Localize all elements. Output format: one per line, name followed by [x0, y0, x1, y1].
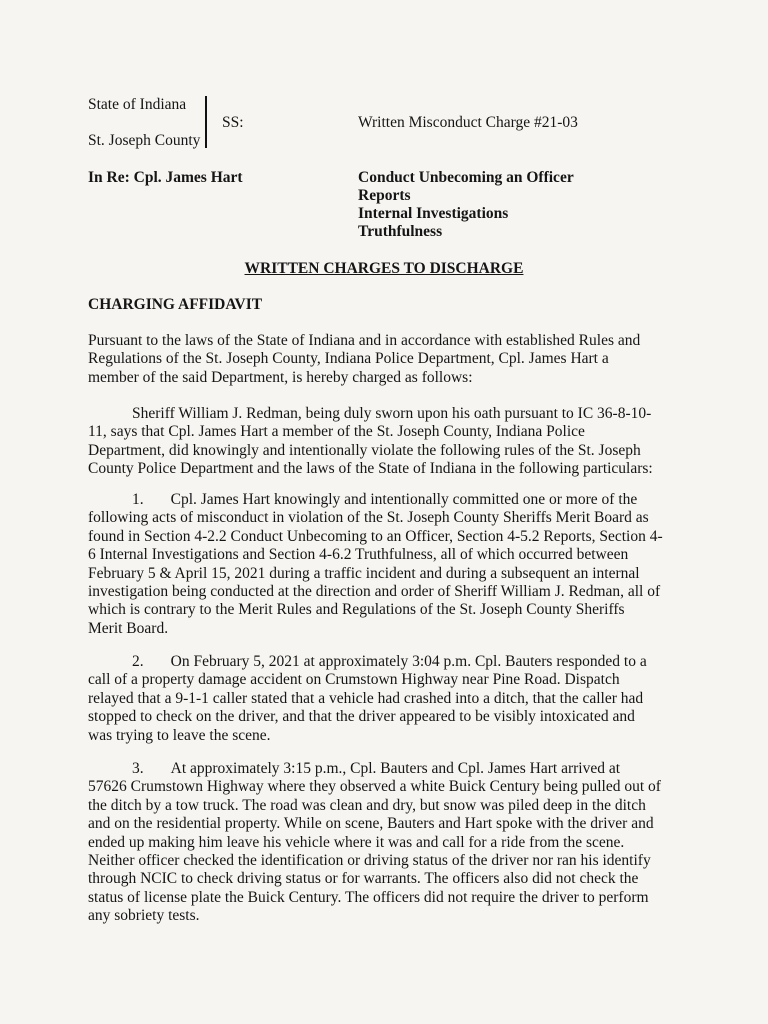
paragraph-line: 57626 Crumstown Highway where they observed a white Buick Century being pulled out of [88, 778, 661, 796]
paragraph-line: the ditch by a tow truck. The road was clean and dry, but snow was piled deep in the ditch [88, 796, 646, 814]
paragraph-line: Merit Board. [88, 619, 169, 637]
paragraph-line: and on the residential property. While on scene, Bauters and Hart spoke with the driver and [88, 815, 654, 833]
paragraph-line: Sheriff William J. Redman, being duly sworn upon his oath pursuant to IC 36-8-10- [132, 405, 652, 422]
item-number: 3. [132, 760, 144, 777]
paragraph-line: stopped to check on the driver, and that the driver appeared to be visibly intoxicated and [88, 708, 635, 726]
paragraph-line: ended up making him leave his vehicle where it was and call for a ride from the scene. [88, 833, 625, 851]
paragraph-line: relayed that a 9-1-1 caller stated that a vehicle had crashed into a ditch, that the caller had [88, 689, 644, 707]
item-number: 2. [132, 653, 144, 670]
paragraph-line: Cpl. James Hart knowingly and intentionally committed one or more of the [170, 491, 638, 508]
document-title: WRITTEN CHARGES TO DISCHARGE [244, 260, 524, 277]
charge-number: Written Misconduct Charge #21-03 [358, 114, 578, 131]
paragraph-line: investigation being conducted at the direction and order of Sheriff William J. Redman, all of [88, 583, 661, 601]
paragraph-line: On February 5, 2021 at approximately 3:04 p.m. Cpl. Bauters responded to a [170, 653, 647, 670]
paragraph-line: was trying to leave the scene. [88, 726, 271, 744]
paragraph-line: County Police Department and the laws of the State of Indiana in the following particulars: [88, 460, 653, 478]
caption-divider [205, 96, 207, 148]
paragraph-line: found in Section 4-2.2 Conduct Unbecoming to an Officer, Section 4-5.2 Reports, Section 4- [88, 527, 663, 545]
paragraph-line: Department, did knowingly and intentionally violate the following rules of the St. Joseph [88, 441, 641, 459]
intro-paragraph [88, 332, 678, 387]
charge-item: Conduct Unbecoming an Officer [358, 169, 574, 186]
paragraph-line: Pursuant to the laws of the State of Indiana and in accordance with established Rules and [88, 332, 641, 349]
paragraph-line: Regulations of the St. Joseph County, Indiana Police Department, Cpl. James Hart a [88, 350, 609, 368]
paragraph-line: Neither officer checked the identification or driving status of the driver nor ran his identify [88, 852, 651, 870]
charge-item: Internal Investigations [358, 205, 509, 222]
numbered-item [88, 491, 678, 638]
paragraph-line: any sobriety tests. [88, 907, 200, 925]
paragraph-line: At approximately 3:15 p.m., Cpl. Bauters and Cpl. James Hart arrived at [170, 760, 621, 777]
ss-label: SS: [222, 114, 244, 131]
section-heading: CHARGING AFFIDAVIT [88, 296, 263, 313]
in-re-line: In Re: Cpl. James Hart [88, 169, 243, 186]
paragraph-line: call of a property damage accident on Crumstown Highway near Pine Road. Dispatch [88, 671, 620, 689]
sheriff-paragraph [88, 405, 678, 479]
paragraph-line: which is contrary to the Merit Rules and Regulations of the St. Joseph County Sheriffs [88, 601, 625, 619]
charge-item: Truthfulness [358, 223, 443, 240]
paragraph-line: through NCIC to check driving status or for warrants. The officers also did not check the [88, 870, 639, 888]
county-label: St. Joseph County [88, 132, 201, 149]
paragraph-line: February 5 & April 15, 2021 during a traffic incident and during a subsequent an internal [88, 564, 640, 582]
paragraph-line: status of license plate the Buick Century. The officers did not require the driver to perform [88, 888, 649, 906]
item-number: 1. [132, 491, 144, 508]
numbered-item [88, 653, 678, 745]
paragraph-line: member of the said Department, is hereby charged as follows: [88, 368, 473, 386]
charge-item: Reports [358, 187, 411, 204]
paragraph-line: following acts of misconduct in violation of the St. Joseph County Sheriffs Merit Board as [88, 509, 649, 527]
paragraph-line: 6 Internal Investigations and Section 4-6.2 Truthfulness, all of which occurred between [88, 546, 629, 564]
state-label: State of Indiana [88, 96, 187, 113]
paragraph-line: 11, says that Cpl. James Hart a member of the St. Joseph County, Indiana Police [88, 423, 585, 441]
numbered-item [88, 760, 678, 926]
